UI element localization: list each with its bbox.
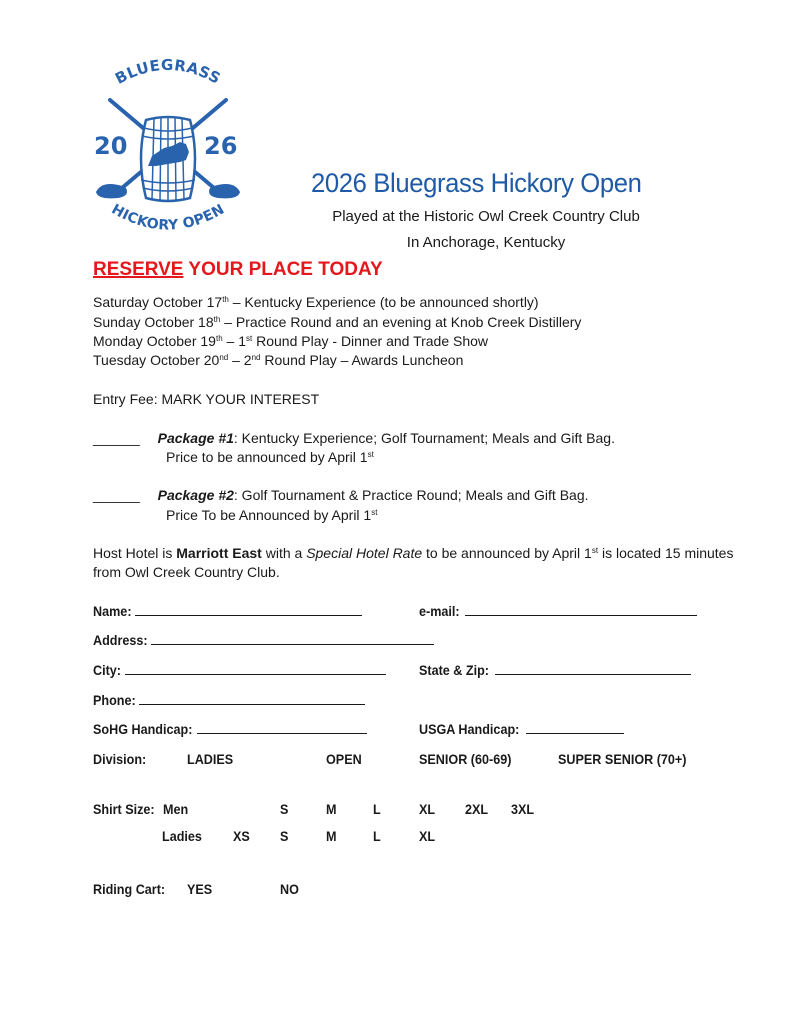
- shirt-size-label: Shirt Size:: [93, 801, 155, 817]
- sohg-handicap-label: SoHG Handicap:: [93, 721, 193, 737]
- usga-handicap-field[interactable]: [526, 721, 624, 734]
- logo-year-left: 20: [94, 132, 128, 160]
- riding-cart-yes[interactable]: YES: [187, 881, 213, 897]
- entry-fee-text: Entry Fee: MARK YOUR INTEREST: [93, 391, 320, 407]
- men-size-s[interactable]: S: [280, 801, 289, 817]
- schedule-item: [93, 352, 463, 368]
- schedule-round: – 2: [228, 352, 252, 368]
- event-venue: Played at the Historic Owl Creek Country Club: [332, 208, 640, 225]
- schedule-date: Monday October 19: [93, 333, 216, 349]
- city-label: City:: [93, 662, 122, 678]
- men-size-2xl[interactable]: 2XL: [465, 801, 489, 817]
- state-zip-field[interactable]: [495, 662, 691, 675]
- shirt-ladies-label: Ladies: [162, 828, 202, 844]
- hotel-rate: Special Hotel Rate: [306, 545, 423, 561]
- package-2-price-text: Price To be Announced by April 1: [166, 507, 372, 523]
- reserve-rest: YOUR PLACE TODAY: [183, 259, 383, 280]
- package-2-name: Package #2: [157, 487, 234, 503]
- package-1-desc: : Kentucky Experience; Golf Tournament; Meals and Gift Bag.: [233, 430, 615, 446]
- ordinal: th: [215, 334, 223, 343]
- email-field[interactable]: [465, 603, 697, 616]
- phone-field[interactable]: [139, 692, 365, 705]
- schedule-desc: – Kentucky Experience (to be announced shortly): [228, 294, 539, 310]
- ladies-size-s[interactable]: S: [280, 828, 289, 844]
- division-option-ladies[interactable]: LADIES: [187, 751, 234, 767]
- schedule-desc: – Practice Round and an evening at Knob Creek Distillery: [220, 314, 582, 330]
- ordinal: st: [367, 450, 374, 459]
- ordinal: st: [371, 508, 378, 517]
- logo-year-right: 26: [204, 132, 238, 160]
- men-size-l[interactable]: L: [373, 801, 381, 817]
- ordinal: nd: [251, 353, 261, 362]
- division-option-open[interactable]: OPEN: [326, 751, 362, 767]
- ladies-size-xl[interactable]: XL: [419, 828, 436, 844]
- riding-cart-no[interactable]: NO: [280, 881, 299, 897]
- ladies-size-xs[interactable]: XS: [233, 828, 250, 844]
- city-field[interactable]: [125, 662, 386, 675]
- schedule-round: – 1: [222, 333, 246, 349]
- package-2-desc: : Golf Tournament & Practice Round; Meals and Gift Bag.: [233, 487, 589, 503]
- ordinal: st: [246, 334, 253, 343]
- schedule-desc: Round Play - Dinner and Trade Show: [252, 333, 489, 349]
- division-option-super-senior[interactable]: SUPER SENIOR (70+): [558, 751, 687, 767]
- riding-cart-label: Riding Cart:: [93, 881, 166, 897]
- ladies-size-l[interactable]: L: [373, 828, 381, 844]
- name-field[interactable]: [135, 603, 362, 616]
- bluegrass-hickory-open-logo: [88, 48, 248, 248]
- package-2-checkbox-blank[interactable]: ______: [93, 487, 140, 503]
- reserve-heading: [93, 259, 383, 281]
- schedule-item: [93, 333, 488, 349]
- ladies-size-m[interactable]: M: [326, 828, 337, 844]
- men-size-xl[interactable]: XL: [419, 801, 436, 817]
- hotel-name: Marriott East: [176, 545, 262, 561]
- package-1-name: Package #1: [157, 430, 234, 446]
- state-zip-label: State & Zip:: [419, 662, 490, 678]
- svg-text:HICKORY OPEN: [109, 201, 228, 233]
- package-1-price-text: Price to be announced by April 1: [166, 449, 368, 465]
- schedule-date: Tuesday October 20: [93, 352, 220, 368]
- division-label: Division:: [93, 751, 147, 767]
- men-size-m[interactable]: M: [326, 801, 337, 817]
- package-1-price: [166, 449, 374, 465]
- schedule-date: Saturday October 17: [93, 294, 223, 310]
- address-field[interactable]: [151, 632, 434, 645]
- ordinal: nd: [219, 353, 229, 362]
- hotel-text: with a: [261, 545, 307, 561]
- shirt-men-label: Men: [163, 801, 189, 817]
- logo-bottom-text: HICKORY OPEN: [108, 201, 228, 234]
- address-label: Address:: [93, 632, 148, 648]
- barrel-icon: [141, 116, 195, 202]
- hotel-info: [93, 545, 733, 561]
- event-location: In Anchorage, Kentucky: [406, 234, 566, 251]
- hotel-text: to be announced by April 1: [422, 545, 592, 561]
- ordinal: th: [213, 315, 221, 324]
- svg-text:BLUEGRASS: [112, 56, 224, 88]
- schedule-item: [93, 314, 581, 330]
- hotel-text: Host Hotel is: [93, 545, 177, 561]
- schedule-date: Sunday October 18: [93, 314, 214, 330]
- division-option-senior[interactable]: SENIOR (60-69): [419, 751, 512, 767]
- men-size-3xl[interactable]: 3XL: [511, 801, 535, 817]
- email-label: e-mail:: [419, 603, 460, 619]
- hotel-info-line2: from Owl Creek Country Club.: [93, 564, 280, 580]
- phone-label: Phone:: [93, 692, 136, 708]
- reserve-underlined: RESERVE: [93, 259, 184, 280]
- ordinal: st: [591, 546, 599, 555]
- package-1-checkbox-blank[interactable]: ______: [93, 430, 140, 446]
- event-title: 2026 Bluegrass Hickory Open: [311, 168, 642, 198]
- sohg-handicap-field[interactable]: [197, 721, 367, 734]
- package-2: [93, 487, 589, 503]
- logo-top-text: BLUEGRASS: [112, 55, 224, 88]
- package-1: [93, 430, 615, 446]
- ordinal: th: [222, 295, 229, 304]
- usga-handicap-label: USGA Handicap:: [419, 721, 520, 737]
- schedule-item: [93, 294, 539, 310]
- package-2-price: [166, 507, 377, 523]
- name-label: Name:: [93, 603, 132, 619]
- schedule-desc: Round Play – Awards Luncheon: [260, 352, 464, 368]
- hotel-text: is located 15 minutes: [598, 545, 734, 561]
